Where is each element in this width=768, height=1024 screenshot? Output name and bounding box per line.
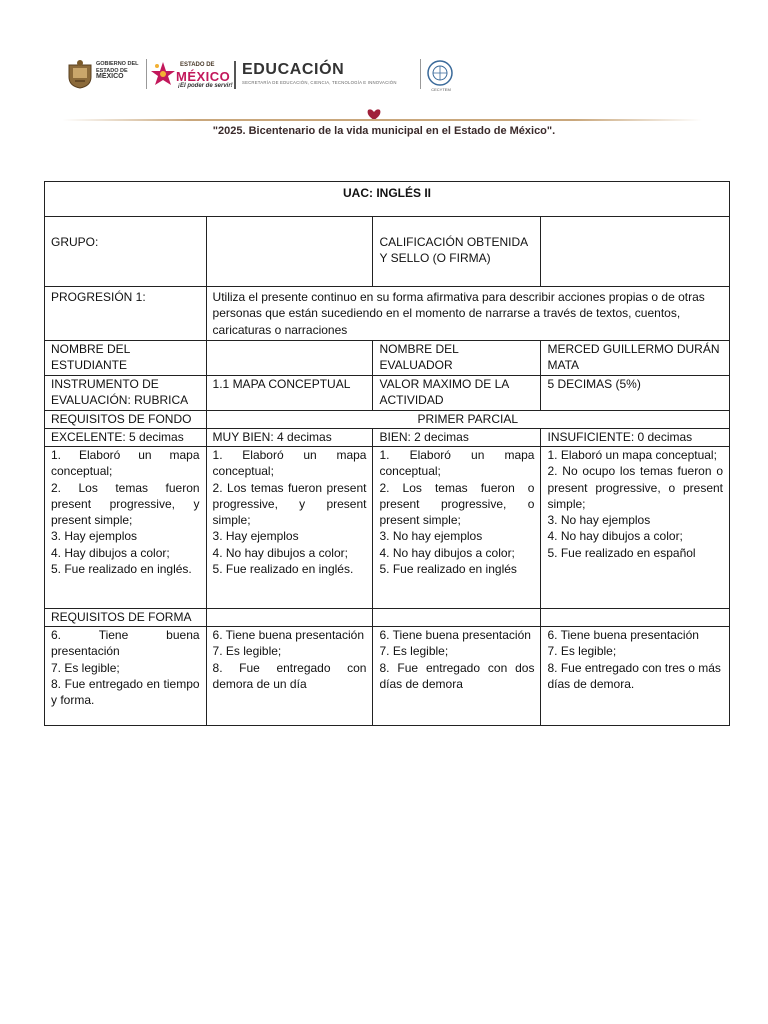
levels-row [45, 429, 730, 447]
government-label: GOBIERNO DEL ESTADO DE MÉXICO [96, 61, 139, 80]
forma-label: REQUISITOS DE FORMA [45, 609, 207, 627]
parcial-label: PRIMER PARCIAL [206, 411, 729, 429]
criterion-item: 5. Fue realizado en español [547, 545, 696, 560]
table-row [45, 341, 730, 376]
level-muy-bien: MUY BIEN: 4 decimas [206, 429, 373, 447]
level-bien: BIEN: 2 decimas [373, 429, 541, 447]
state-coat-of-arms-icon [66, 59, 94, 89]
valor-value: 5 DECIMAS (5%) [541, 376, 730, 411]
header-divider [420, 59, 421, 89]
table-row [45, 182, 730, 217]
estudiante-value[interactable] [206, 341, 373, 376]
fondo-label: REQUISITOS DE FONDO [45, 411, 207, 429]
forma-criteria-row [45, 627, 730, 726]
grupo-value[interactable] [206, 217, 373, 287]
fondo-criteria-row [45, 447, 730, 609]
calificacion-label: CALIFICACIÓN OBTENIDA Y SELLO (O FIRMA) [373, 217, 541, 287]
calificacion-value[interactable] [541, 217, 730, 287]
criterion-item: 5. Fue realizado en inglés. [51, 562, 192, 577]
criterion-item: 7. Es legible; [379, 644, 449, 659]
level-excelente: EXCELENTE: 5 decimas [45, 429, 207, 447]
instrumento-value: 1.1 MAPA CONCEPTUAL [206, 376, 373, 411]
criterion-item: 6. Tiene buena presentación [547, 628, 699, 642]
criterion-item: 6. Tiene buena presentación [51, 628, 200, 659]
table-row [45, 376, 730, 411]
criterion-item: 1. Elaboró un mapa conceptual; [379, 448, 535, 479]
table-row [45, 609, 730, 627]
instrumento-label: INSTRUMENTO DE EVALUACIÓN: RUBRICA [45, 376, 207, 411]
grupo-label: GRUPO: [45, 217, 207, 287]
criterion-item: 7. Es legible; [212, 644, 282, 659]
criterion-item: 1. Elaboró un mapa conceptual; [51, 448, 200, 479]
cecytem-seal-icon [426, 59, 454, 87]
evaluador-label: NOMBRE DEL EVALUADOR [373, 341, 541, 376]
criterion-item: 3. No hay ejemplos [547, 513, 651, 528]
criterion-item: 8. Fue entregado con tres o más días de demora. [547, 660, 721, 691]
criterion-item: 8. Fue entregado con demora de un día [212, 660, 367, 691]
forma-criteria-excelente [45, 627, 207, 726]
cecytem-label: CECYTEM [431, 87, 451, 92]
criterion-item: 8. Fue entregado con dos días de demora [379, 660, 535, 691]
document-header [62, 55, 702, 95]
table-row [45, 411, 730, 429]
educacion-logo: EDUCACIÓN SECRETARÍA DE EDUCACIÓN, CIENCIA, TECNOLOGÍA E INNOVACIÓN [242, 61, 397, 85]
motto-text: "2025. Bicentenario de la vida municipal en el Estado de México". [212, 125, 556, 137]
criterion-item: 7. Es legible; [547, 644, 617, 659]
star-logo-icon [150, 61, 176, 87]
forma-criteria-muy-bien [206, 627, 373, 726]
fondo-criteria-insuficiente [541, 447, 730, 609]
header-rule [62, 119, 702, 121]
criterion-item: 3. No hay ejemplos [379, 529, 483, 544]
empty-cell [206, 609, 373, 627]
forma-criteria-bien [373, 627, 541, 726]
estado-de-mexico-logo: ESTADO DE MÉXICO ¡El poder de servir! [150, 59, 290, 93]
progresion-text: Utiliza el presente continuo en su forma afirmativa para describir acciones propias o de otras personas que están sucediendo en el momento de narrarse a través de textos, cuentos, caricaturas o narraciones [206, 287, 729, 341]
criterion-item: 5. Fue realizado en inglés [379, 562, 517, 577]
header-divider [234, 61, 236, 89]
criterion-item: 4. Hay dibujos a color; [51, 545, 170, 560]
empty-cell [373, 609, 541, 627]
criterion-item: 7. Es legible; [51, 660, 120, 675]
forma-criteria-insuficiente [541, 627, 730, 726]
fondo-criteria-muy-bien [206, 447, 373, 609]
criterion-item: 1. Elaboró un mapa conceptual; [547, 448, 717, 462]
evaluador-value: MERCED GUILLERMO DURÁN MATA [541, 341, 730, 376]
progresion-label: PROGRESIÓN 1: [45, 287, 207, 341]
subject-title: UAC: INGLÉS II [45, 182, 730, 217]
criterion-item: 2. Los temas fueron o present progressive, o present simple; [379, 480, 535, 528]
criterion-item: 3. Hay ejemplos [212, 529, 299, 544]
criterion-item: 3. Hay ejemplos [51, 529, 138, 544]
criterion-item: 2. Los temas fueron present progressive, y present simple; [51, 480, 200, 528]
header-divider [146, 59, 147, 89]
valor-label: VALOR MAXIMO DE LA ACTIVIDAD [373, 376, 541, 411]
criterion-item: 2. Los temas fueron present progressive, y present simple; [212, 480, 367, 528]
table-row [45, 217, 730, 287]
criterion-item: 6. Tiene buena presentación [212, 628, 364, 642]
criterion-item: 4. No hay dibujos a color; [547, 529, 683, 544]
fondo-criteria-bien [373, 447, 541, 609]
criterion-item: 8. Fue entregado en tiempo y forma. [51, 676, 200, 708]
criterion-item: 4. No hay dibujos a color; [212, 545, 348, 560]
criterion-item: 2. No ocupo los temas fueron o present progressive, o present simple; [547, 464, 723, 511]
criterion-item: 1. Elaboró un mapa conceptual; [212, 448, 367, 479]
empty-cell [541, 609, 730, 627]
criterion-item: 6. Tiene buena presentación [379, 628, 531, 642]
criterion-item: 4. No hay dibujos a color; [379, 545, 515, 560]
table-row [45, 287, 730, 341]
fondo-criteria-excelente [45, 447, 207, 609]
rubric-table [44, 181, 730, 726]
level-insuficiente: INSUFICIENTE: 0 decimas [541, 429, 730, 447]
criterion-item: 5. Fue realizado en inglés. [212, 562, 354, 577]
estudiante-label: NOMBRE DEL ESTUDIANTE [45, 341, 207, 376]
